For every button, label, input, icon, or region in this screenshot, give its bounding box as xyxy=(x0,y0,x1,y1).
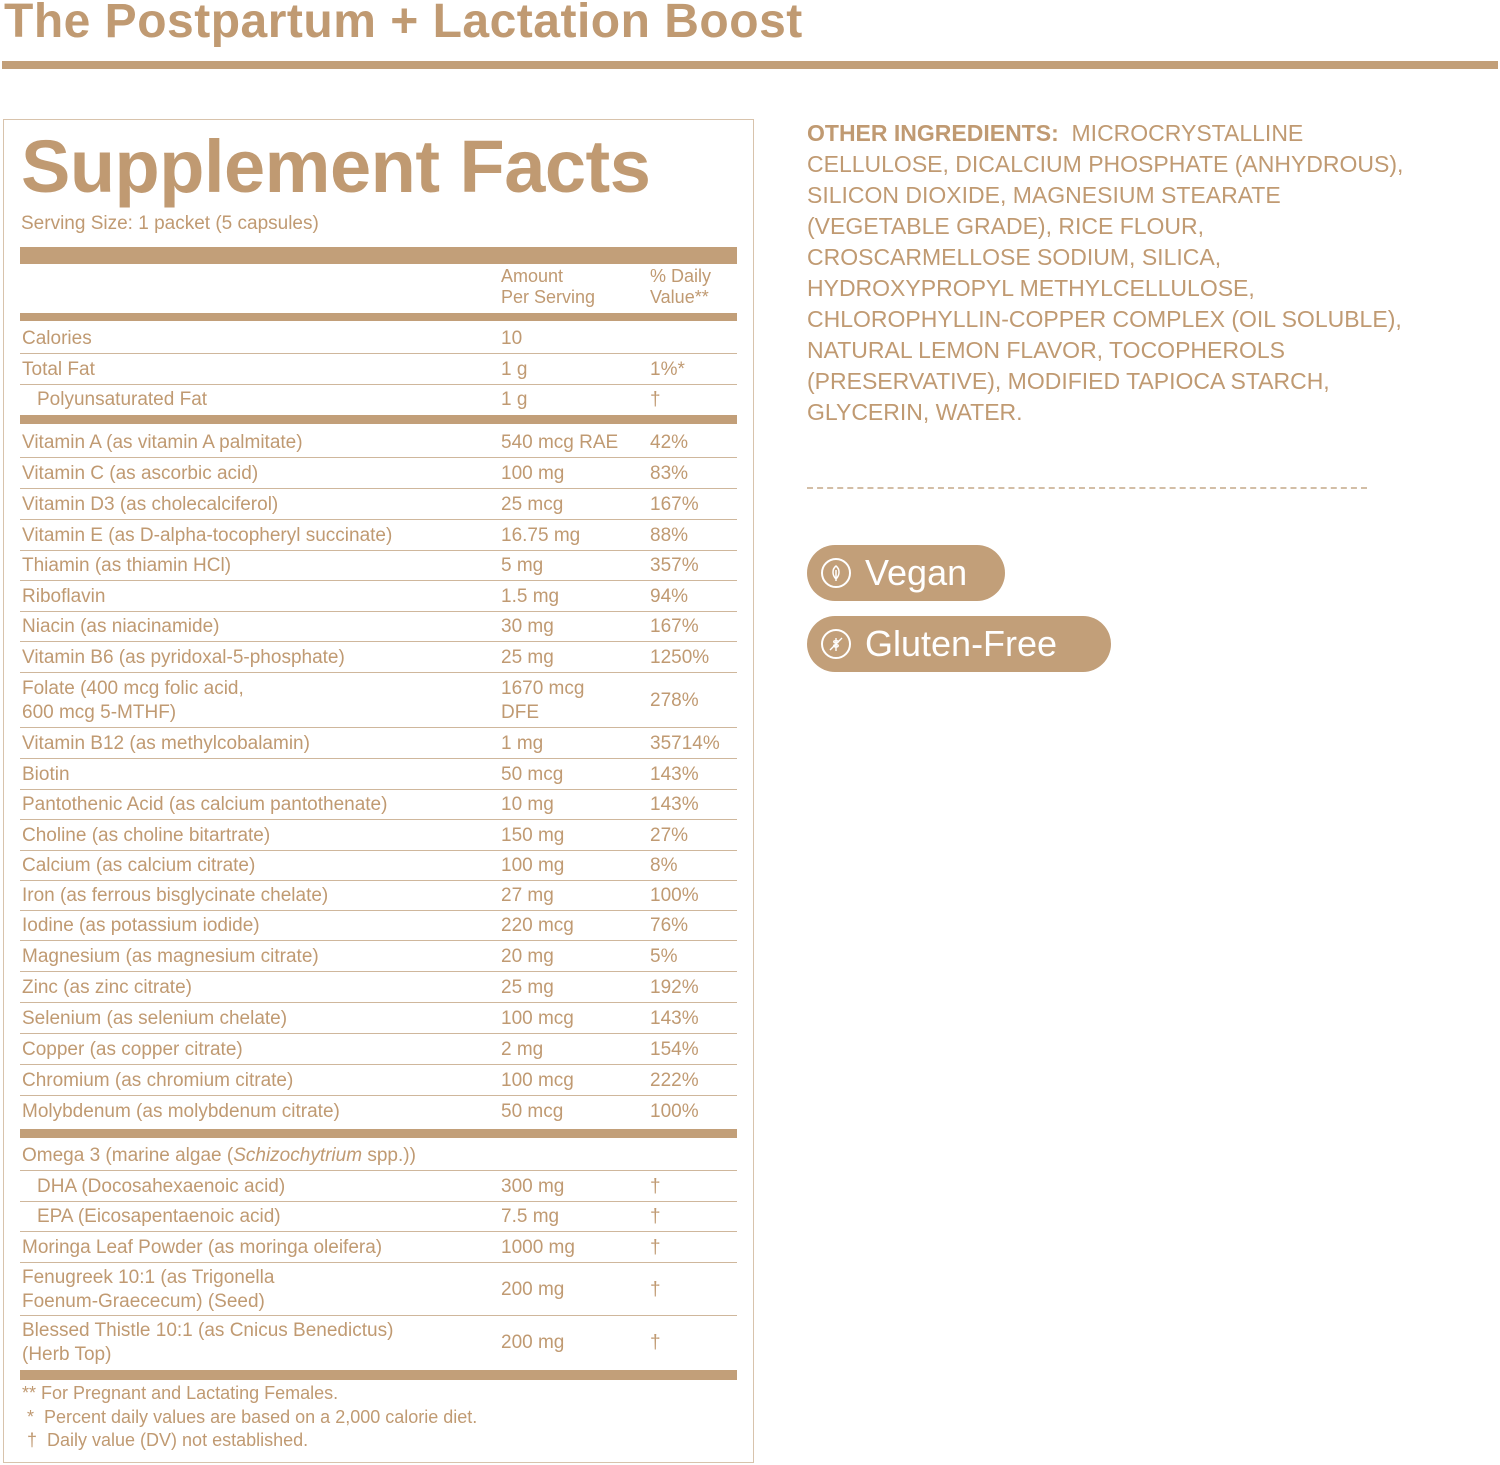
facts-heading: Supplement Facts xyxy=(21,125,651,208)
nutrient-name: Thiamin (as thiamin HCl) xyxy=(22,555,232,576)
nutrient-daily-value: † xyxy=(650,1332,661,1353)
nutrient-amount: 200 mg xyxy=(501,1332,565,1353)
nutrient-amount: 25 mg xyxy=(501,646,554,668)
nutrient-amount: 1.5 mg xyxy=(501,585,560,607)
table-row xyxy=(20,323,737,354)
table-row xyxy=(20,1171,737,1202)
table-row xyxy=(20,1263,737,1316)
footnotes xyxy=(22,1382,477,1453)
nutrient-daily-value: 42% xyxy=(650,431,689,453)
nutrient-name: Vitamin D3 (as cholecalciferol) xyxy=(22,493,279,515)
nutrient-name: Iodine (as potassium iodide) xyxy=(22,915,260,936)
nutrient-amount: 7.5 mg xyxy=(501,1206,560,1227)
nutrient-name: Niacin (as niacinamide) xyxy=(22,616,220,637)
table-row xyxy=(20,581,737,612)
nutrient-name: Vitamin E (as D-alpha-tocopheryl succinate) xyxy=(22,524,393,546)
footnote: ** For Pregnant and Lactating Females. xyxy=(22,1383,339,1403)
nutrient-amount: 1000 mg xyxy=(501,1236,575,1258)
table-row xyxy=(20,354,737,385)
nutrient-name: Vitamin B12 (as methylcobalamin) xyxy=(22,732,310,754)
other-ingredients-section xyxy=(807,118,1407,428)
nutrient-amount: 1 g xyxy=(501,358,528,380)
nutrient-name: Iron (as ferrous bisglycinate chelate) xyxy=(22,885,329,906)
title-divider xyxy=(2,61,1498,69)
nutrient-name: Choline (as choline bitartrate) xyxy=(22,824,271,846)
table-row xyxy=(20,941,737,972)
nutrient-daily-value: 35714% xyxy=(650,732,720,754)
nutrient-name: Calcium (as calcium citrate) xyxy=(22,855,256,876)
nutrient-daily-value: 83% xyxy=(650,462,689,484)
table-row xyxy=(20,911,737,941)
nutrient-daily-value: 1%* xyxy=(650,358,685,380)
nutrient-daily-value: 88% xyxy=(650,524,689,546)
nutrient-amount: 540 mcg RAE xyxy=(501,431,619,453)
nutrient-daily-value: 94% xyxy=(650,585,689,607)
nutrient-daily-value: † xyxy=(650,1236,661,1258)
nutrient-amount: 1 mg xyxy=(501,732,544,754)
nutrient-amount: 100 mcg xyxy=(501,1007,574,1029)
table-row xyxy=(20,520,737,551)
table-row xyxy=(20,759,737,790)
table-row xyxy=(20,458,737,489)
table-row xyxy=(20,612,737,642)
nutrient-daily-value: 8% xyxy=(650,855,678,876)
nutrient-name: Blessed Thistle 10:1 (as Cnicus Benedictus) (Herb Top) xyxy=(22,1320,394,1365)
nutrient-name: Omega 3 (marine algae ( Schizochytrium spp.)) xyxy=(22,1144,416,1166)
table-row xyxy=(20,728,737,759)
nutrient-daily-value: 143% xyxy=(650,763,699,785)
other-ingredients-text xyxy=(807,118,1407,428)
nutrient-amount: 25 mg xyxy=(501,976,554,998)
nutrient-daily-value: 1250% xyxy=(650,646,710,668)
nutrient-name: Fenugreek 10:1 (as Trigonella Foenum-Graececum) (Seed) xyxy=(22,1266,275,1312)
nutrient-amount: 200 mg xyxy=(501,1278,565,1300)
nutrient-amount: 27 mg xyxy=(501,885,554,906)
nutrient-amount: 2 mg xyxy=(501,1038,544,1060)
nutrient-daily-value: 167% xyxy=(650,616,699,637)
nutrient-name: Magnesium (as magnesium citrate) xyxy=(22,945,319,967)
badge-label: Vegan xyxy=(865,552,968,593)
table-row xyxy=(20,972,737,1003)
nutrient-daily-value: 143% xyxy=(650,1007,699,1029)
nutrient-name: Total Fat xyxy=(22,358,95,380)
nutrient-name: Riboflavin xyxy=(22,585,106,607)
column-header-amount: Amount Per Serving xyxy=(501,266,596,307)
nutrient-name: DHA (Docosahexaenoic acid) xyxy=(37,1175,286,1197)
nutrient-daily-value: † xyxy=(650,1175,661,1197)
nutrient-name: Polyunsaturated Fat xyxy=(37,389,208,410)
nutrient-amount: 10 xyxy=(501,327,523,349)
table-row xyxy=(20,820,737,851)
nutrient-name: Zinc (as zinc citrate) xyxy=(22,976,192,998)
nutrient-amount: 50 mcg xyxy=(501,763,564,785)
nutrient-daily-value: 100% xyxy=(650,1101,699,1122)
supplement-facts-panel xyxy=(3,119,754,1463)
dashed-divider xyxy=(807,487,1367,489)
nutrient-name: Biotin xyxy=(22,763,70,785)
table-row xyxy=(20,551,737,581)
nutrient-daily-value: † xyxy=(650,1278,661,1300)
page-title: The Postpartum + Lactation Boost xyxy=(4,0,803,48)
nutrient-amount: 5 mg xyxy=(501,555,544,576)
wheat-icon xyxy=(821,629,851,659)
table-row xyxy=(20,851,737,881)
serving-size: Serving Size: 1 packet (5 capsules) xyxy=(21,213,319,234)
nutrient-daily-value: 192% xyxy=(650,976,699,998)
nutrient-name: Copper (as copper citrate) xyxy=(22,1038,243,1060)
nutrient-name: EPA (Eicosapentaenoic acid) xyxy=(37,1206,281,1227)
table-row xyxy=(20,1232,737,1263)
nutrient-daily-value: 5% xyxy=(650,945,678,967)
nutrient-amount: 10 mg xyxy=(501,794,554,815)
table-row xyxy=(20,1003,737,1034)
nutrient-amount: 1670 mcg DFE xyxy=(501,677,585,723)
nutrient-amount: 150 mg xyxy=(501,824,565,846)
table-row xyxy=(20,1096,737,1128)
nutrient-amount: 1 g xyxy=(501,389,528,410)
nutrient-amount: 50 mcg xyxy=(501,1101,564,1122)
vegan-badge xyxy=(807,545,1005,601)
nutrient-daily-value xyxy=(650,323,737,354)
nutrient-amount: 16.75 mg xyxy=(501,524,581,546)
nutrient-daily-value: † xyxy=(650,1206,661,1227)
nutrient-name: Vitamin C (as ascorbic acid) xyxy=(22,462,259,484)
leaf-icon xyxy=(821,558,851,588)
nutrient-name: Selenium (as selenium chelate) xyxy=(22,1007,288,1029)
nutrient-amount: 100 mg xyxy=(501,462,565,484)
section-divider-bar xyxy=(20,415,737,424)
table-row xyxy=(20,489,737,520)
nutrient-daily-value: 222% xyxy=(650,1069,699,1091)
table-row xyxy=(20,790,737,820)
section-divider-bar xyxy=(20,1129,737,1138)
nutrient-daily-value: † xyxy=(650,389,661,410)
table-row xyxy=(20,642,737,673)
nutrient-amount: 25 mcg xyxy=(501,493,564,515)
nutrient-name: Folate (400 mcg folic acid, 600 mcg 5-MTHF) xyxy=(22,677,244,723)
nutrient-amount: 100 mg xyxy=(501,855,565,876)
facts-top-bar xyxy=(20,247,737,264)
nutrient-daily-value: 143% xyxy=(650,794,699,815)
footnote: * Percent daily values are based on a 2,000 calorie diet. xyxy=(22,1406,478,1427)
nutrient-name: Vitamin B6 (as pyridoxal-5-phosphate) xyxy=(22,646,345,668)
nutrient-amount: 100 mcg xyxy=(501,1069,574,1091)
table-row xyxy=(20,673,737,728)
nutrient-daily-value: 167% xyxy=(650,493,699,515)
table-row xyxy=(20,1034,737,1065)
nutrient-daily-value: 76% xyxy=(650,915,689,936)
nutrient-name: Chromium (as chromium citrate) xyxy=(22,1069,294,1091)
nutrient-daily-value: 154% xyxy=(650,1038,699,1060)
nutrient-name: Vitamin A (as vitamin A palmitate) xyxy=(22,431,303,453)
nutrient-amount: 30 mg xyxy=(501,616,554,637)
column-header-daily-value: % Daily Value** xyxy=(650,266,712,307)
table-row xyxy=(20,1202,737,1232)
nutrient-amount: 300 mg xyxy=(501,1175,565,1197)
gluten-free-badge xyxy=(807,616,1111,672)
other-ingredients-label: OTHER INGREDIENTS: xyxy=(807,120,1059,146)
table-row xyxy=(20,1316,737,1370)
nutrient-amount: 220 mcg xyxy=(501,915,574,936)
footnote: † Daily value (DV) not established. xyxy=(22,1430,309,1450)
table-row xyxy=(20,427,737,458)
nutrient-name: Moringa Leaf Powder (as moringa oleifera) xyxy=(22,1236,383,1258)
table-row xyxy=(20,881,737,911)
nutrient-daily-value: 27% xyxy=(650,824,689,846)
badge-label: Gluten-Free xyxy=(865,623,1058,664)
table-row xyxy=(20,385,737,415)
nutrient-daily-value: 100% xyxy=(650,885,699,906)
nutrient-daily-value: 357% xyxy=(650,555,699,576)
nutrient-name: Molybdenum (as molybdenum citrate) xyxy=(22,1101,340,1122)
nutrient-name: Calories xyxy=(22,327,92,349)
table-row xyxy=(20,1140,737,1171)
header-divider-bar xyxy=(20,313,737,321)
table-row xyxy=(20,1065,737,1096)
bottom-divider-bar xyxy=(20,1370,737,1380)
nutrient-name: Pantothenic Acid (as calcium pantothenate) xyxy=(22,794,388,815)
other-ingredients-list: MICROCRYSTALLINE CELLULOSE, DICALCIUM PHOSPHATE (ANHYDROUS), SILICON DIOXIDE, MAGNESIUM STEARATE (VEGETABLE GRADE), RICE FLOUR, CROSCARMELLOSE SODIUM, SILICA, HYDROXYPROPYL METHYLCELLULOSE, CHLOROPHYLLIN-COPPER COMPLEX (OIL SOLUBLE), NATURAL LEMON FLAVOR, TOCOPHEROLS (PRESERVATIVE), MODIFIED TAPIOCA STARCH, GLYCERIN, WATER. xyxy=(807,120,1404,425)
nutrient-amount: 20 mg xyxy=(501,945,554,967)
nutrient-daily-value: 278% xyxy=(650,689,699,711)
